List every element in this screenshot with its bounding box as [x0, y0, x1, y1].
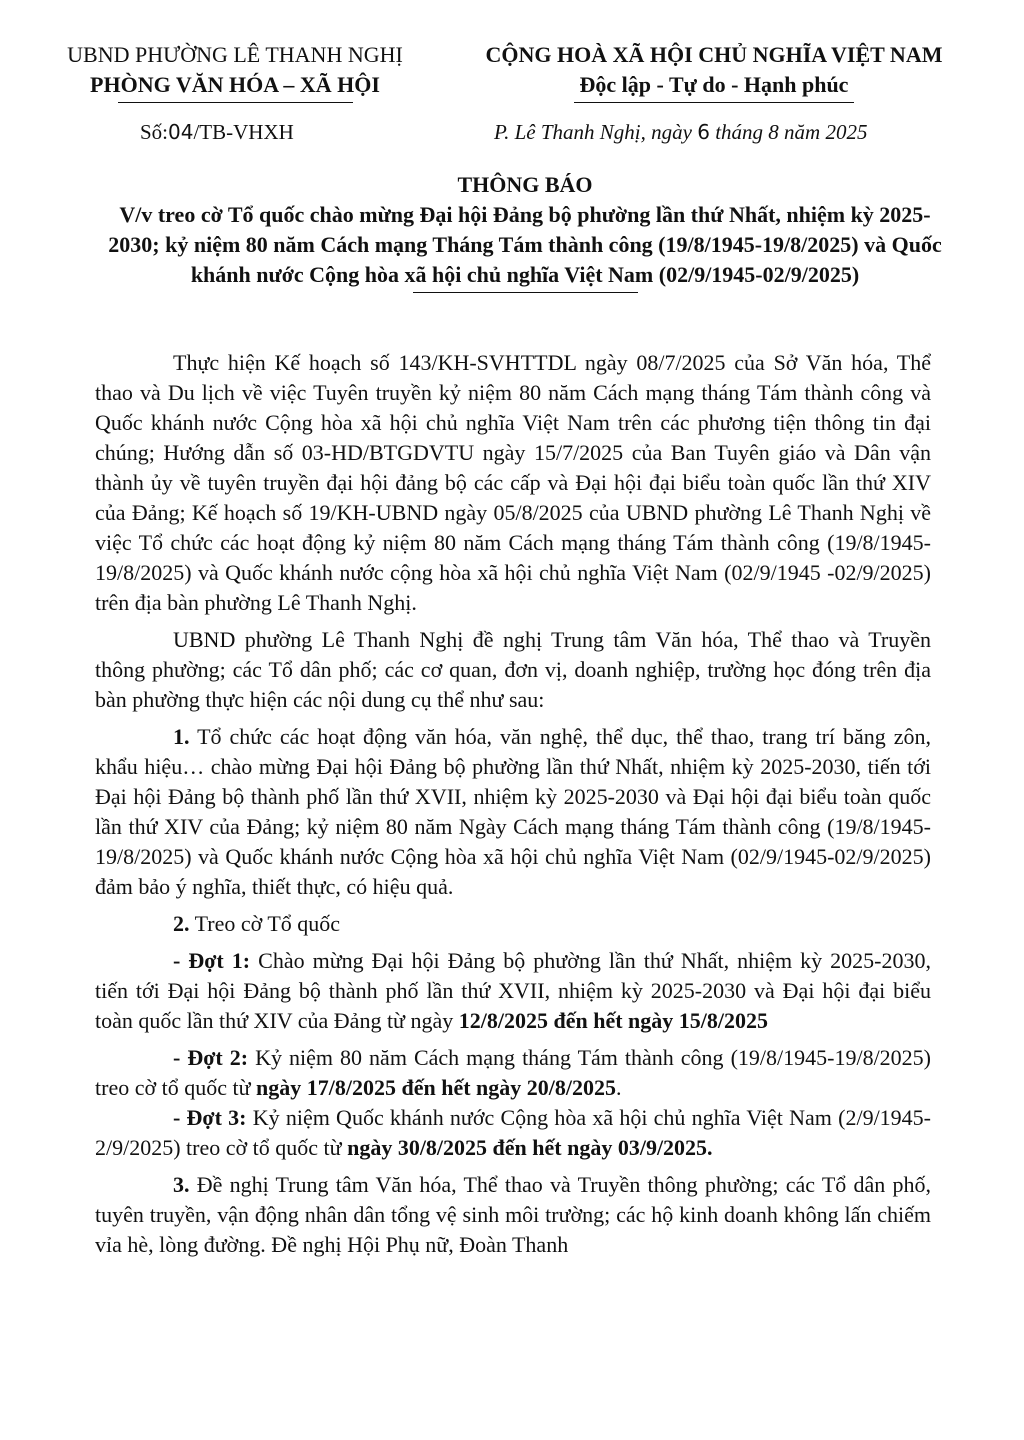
phase-3-text: Kỷ niệm Quốc khánh nước Cộng hòa xã hội chủ nghĩa Việt Nam (2/9/1945-2/9/2025) treo cờ tổ quốc từ — [95, 1105, 932, 1160]
subject-underline — [413, 292, 638, 293]
item-1 — [95, 722, 931, 902]
phase-2-end: . — [616, 1075, 622, 1100]
agency-underline — [118, 102, 353, 103]
date-place: P. Lê Thanh Nghị, ngày — [494, 120, 692, 144]
paragraph-basis: Thực hiện Kế hoạch số 143/KH-SVHTTDL ngày 08/7/2025 của Sở Văn hóa, Thể thao và Du lịch về việc Tuyên truyền kỷ niệm 80 năm Cách mạng tháng Tám thành công và Quốc khánh nước Cộng hòa xã hội chủ nghĩa Việt Nam trên các phương tiện thông tin đại chúng; Hướng dẫn số 03-HD/BTGDVTU ngày 15/7/2025 của Ban Tuyên giáo và Dân vận thành ủy về tuyên truyền đại hội đảng bộ các cấp và Đại hội đại biểu toàn quốc lần thứ XIV của Đảng; Kế hoạch số 19/KH-UBND ngày 05/8/2025 của UBND phường Lê Thanh Nghị về việc Tổ chức các hoạt động kỷ niệm 80 năm Cách mạng tháng Tám thành công (19/8/1945- 19/8/2025) và Quốc khánh nước cộng hòa xã hội chủ nghĩa Việt Nam (02/9/1945 -02/9/2025) trên địa bàn phường Lê Thanh Nghị. — [95, 350, 931, 615]
country-name: CỘNG HOÀ XÃ HỘI CHỦ NGHĨA VIỆT NAM — [485, 42, 943, 67]
phase-1-label: - Đợt 1: — [173, 948, 251, 973]
phase-1-dates: 12/8/2025 đến hết ngày 15/8/2025 — [458, 1008, 768, 1033]
doc-number-suffix: /TB-VHXH — [193, 120, 294, 144]
document-body — [95, 348, 931, 1267]
phase-2-label: - Đợt 2: — [173, 1045, 249, 1070]
phase-1-text: Chào mừng Đại hội Đảng bộ phường lần thứ Nhất, nhiệm kỳ 2025-2030, tiến tới Đại hội Đảng bộ thành phố lần thứ XVII, nhiệm kỳ 2025-2030 và Đại hội đại biểu toàn quốc lần thứ XIV của Đảng từ ngày — [95, 948, 931, 1033]
item-3-number: 3. — [173, 1172, 190, 1197]
doc-number-prefix: Số: — [140, 120, 169, 144]
date-day: 6 — [697, 120, 710, 144]
item-1-number: 1. — [173, 724, 190, 749]
document-subject: V/v treo cờ Tổ quốc chào mừng Đại hội Đảng bộ phường lần thứ Nhất, nhiệm kỳ 2025-2030; kỷ niệm 80 năm Cách mạng Tháng Tám thành công (19/8/1945-19/8/2025) và Quốc khánh nước Cộng hòa xã hội chủ nghĩa Việt Nam (02/9/1945-02/9/2025) — [108, 202, 942, 287]
phase-2 — [95, 1043, 931, 1103]
phase-2-dates: ngày 17/8/2025 đến hết ngày 20/8/2025 — [256, 1075, 616, 1100]
item-1-text: Tổ chức các hoạt động văn hóa, văn nghệ, thể dục, thể thao, trang trí băng zôn, khẩu hiệu… chào mừng Đại hội Đảng bộ phường lần thứ Nhất, nhiệm kỳ 2025-2030, tiến tới Đại hội Đảng bộ thành phố lần thứ XVII, nhiệm kỳ 2025-2030 và Đại hội đại biểu toàn quốc lần thứ XIV của Đảng; kỷ niệm 80 năm Ngày Cách mạng tháng Tám thành công (19/8/1945-19/8/2025) và Quốc khánh nước Cộng hòa xã hội chủ nghĩa Việt Nam (02/9/1945-02/9/2025) đảm bảo ý nghĩa, thiết thực, có hiệu quả. — [95, 724, 931, 899]
doc-number-value: 04 — [168, 120, 194, 144]
item-2-number: 2. — [173, 911, 190, 936]
issue-date — [494, 120, 867, 145]
phase-3-dates: ngày 30/8/2025 đến hết ngày 03/9/2025. — [347, 1135, 713, 1160]
document-title: THÔNG BÁO — [457, 172, 593, 197]
phase-3 — [95, 1103, 931, 1163]
paragraph-request: UBND phường Lê Thanh Nghị đề nghị Trung tâm Văn hóa, Thể thao và Truyền thông phường; các Tổ dân phố; các cơ quan, đơn vị, doanh nghiệp, trường học đóng trên địa bàn phường thực hiện các nội dung cụ thể như sau: — [95, 627, 931, 712]
motto: Độc lập - Tự do - Hạnh phúc — [579, 72, 849, 97]
issuing-agency — [40, 40, 430, 103]
title-block — [95, 170, 955, 293]
item-3-text: Đề nghị Trung tâm Văn hóa, Thể thao và Truyền thông phường; các Tổ dân phố, tuyên truyền, vận động nhân dân tổng vệ sinh môi trường; các hộ kinh doanh không lấn chiếm vỉa hè, lòng đường. Đề nghị Hội Phụ nữ, Đoàn Thanh — [95, 1172, 931, 1257]
phase-3-label: - Đợt 3: — [173, 1105, 247, 1130]
national-motto — [444, 40, 984, 103]
motto-underline — [574, 102, 854, 103]
agency-name: PHÒNG VĂN HÓA – XÃ HỘI — [90, 72, 380, 97]
item-2 — [95, 909, 931, 939]
phase-1 — [95, 946, 931, 1036]
agency-parent: UBND PHƯỜNG LÊ THANH NGHỊ — [67, 42, 403, 67]
phase-2-text: Kỷ niệm 80 năm Cách mạng tháng Tám thành công (19/8/1945-19/8/2025) treo cờ tổ quốc từ — [95, 1045, 932, 1100]
item-2-text: Treo cờ Tổ quốc — [194, 911, 341, 936]
date-month-year: tháng 8 năm 2025 — [715, 120, 868, 144]
item-3 — [95, 1170, 931, 1260]
document-number — [140, 120, 294, 145]
